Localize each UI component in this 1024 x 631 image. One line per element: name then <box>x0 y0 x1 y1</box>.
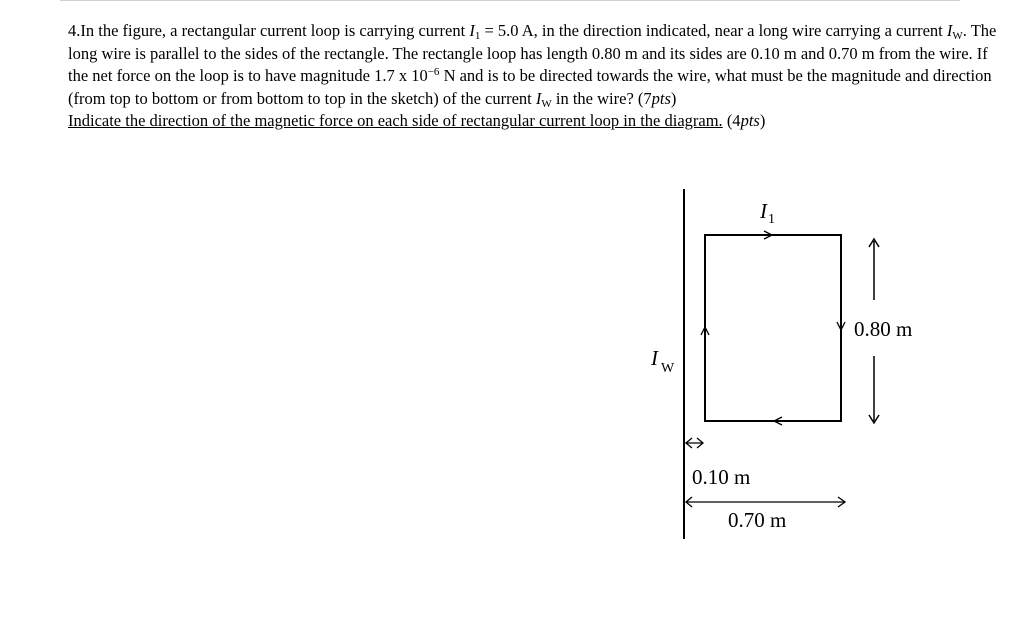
problem-text-2: = 5.0 A, in the direction indicated, near a long wire carrying a current <box>480 21 947 40</box>
far-distance-label: 0.70 m <box>728 508 787 532</box>
iw-label-subscript: W <box>661 361 675 376</box>
force-exponent: −6 <box>427 66 440 78</box>
i1-symbol: I <box>469 21 475 40</box>
problem-number: 4. <box>68 21 81 40</box>
iw-label: I <box>651 346 658 370</box>
near-distance-label: 0.10 m <box>692 465 751 489</box>
iw-symbol-2: I <box>535 88 542 108</box>
iw-subscript-2: W <box>541 97 552 110</box>
iw-subscript: W <box>952 30 963 42</box>
underlined-instruction: Indicate the direction of the magnetic force on each side of rectangular current loop in the diagram. <box>68 111 723 130</box>
points-label-2: pts <box>740 111 760 130</box>
i1-subscript: 1 <box>474 30 481 42</box>
problem-text-8: ) <box>759 111 766 130</box>
problem-text-1: In the figure, a rectangular current loop is carrying current <box>80 21 470 40</box>
iw-symbol: I <box>946 21 953 40</box>
problem-text-7: (4 <box>722 111 741 130</box>
problem-text-6: ) <box>670 88 677 108</box>
current-loop-rectangle <box>705 235 841 421</box>
points-label-1: pts <box>651 88 671 108</box>
problem-text-5: in the wire? (7 <box>551 88 652 108</box>
problem-text-3: . The long wire is parallel to the sides of the rectangle. The rectangle loop has length 0.80 m and its sides are 0.10 m and 0.70 m from the wire. If the net force on the loop is to have magnitude 1.7 x 10 <box>68 21 997 85</box>
i1-label-subscript: 1 <box>768 212 775 227</box>
problem-text-4: N and is to be directed towards the wire, what must be the magnitude and direction (from top to bottom or from bottom to top in the sketch) of the current <box>68 66 992 108</box>
i1-label: I <box>760 199 767 223</box>
length-label: 0.80 m <box>854 317 913 341</box>
